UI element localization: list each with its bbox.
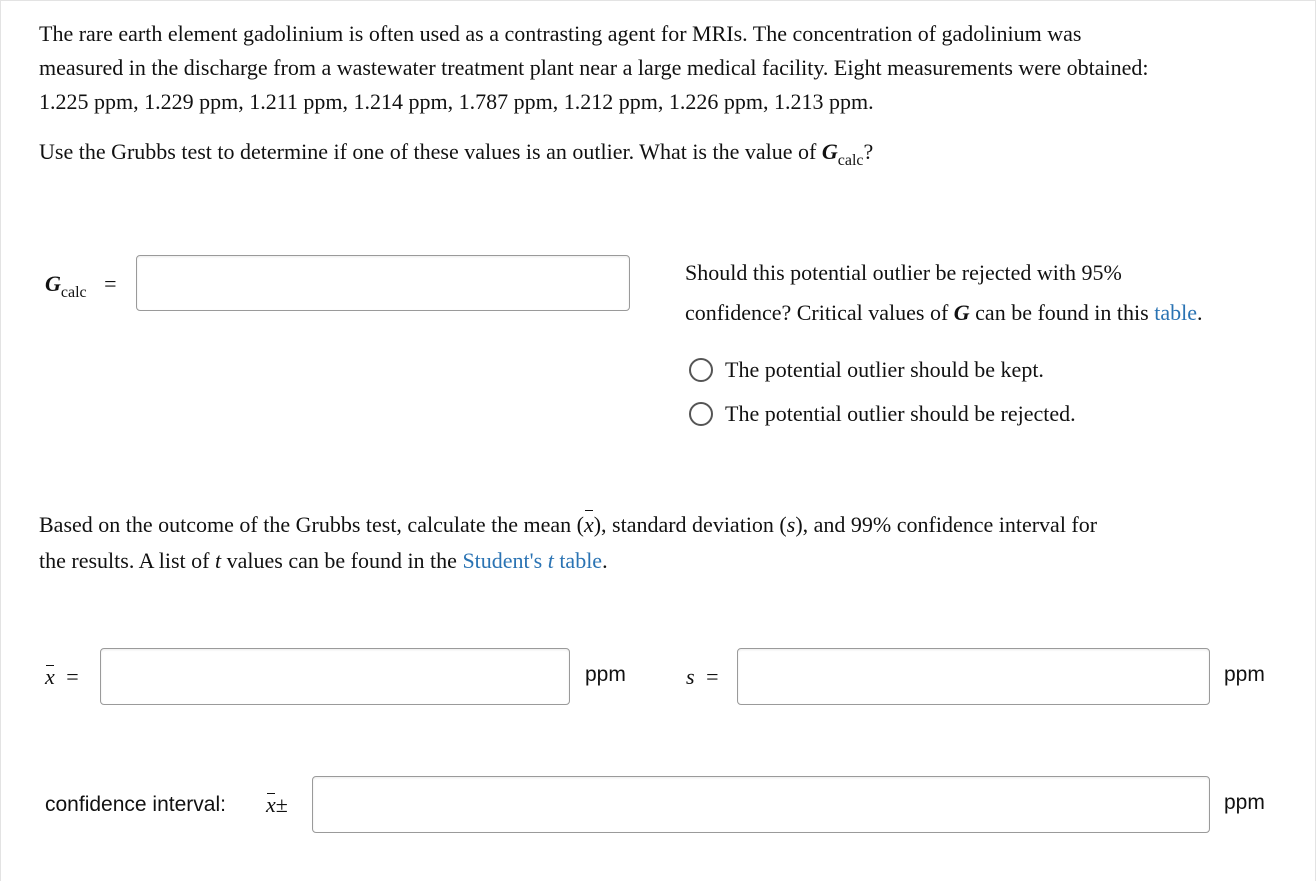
stdev-unit: ppm [1224,663,1265,686]
reject-question [685,253,1285,333]
ci-xbar-symbol: x [266,790,276,820]
option-reject[interactable] [689,399,1076,429]
gcalc-subscript: calc [60,284,87,301]
stats-question-line-1c: ), and 99% confidence interval for [795,512,1098,537]
stats-question [39,507,1289,579]
reject-question-period: . [1196,300,1203,325]
reject-question-line-2b: can be found in this [969,300,1155,325]
xbar-symbol: x [584,507,594,543]
g-subscript: calc [837,152,864,169]
gcalc-equals: = [104,271,117,296]
student-t-link-text-b[interactable]: table [553,548,603,573]
ci-unit: ppm [1224,791,1265,814]
student-t-link-t[interactable]: t [547,548,554,573]
mean-xbar-symbol: x [45,662,55,692]
mean-equals: = [66,664,79,689]
stats-question-line-1b: ), standard deviation ( [593,512,787,537]
g-variable-inline: G [953,300,970,325]
intro-line-2: measured in the discharge from a wastewater treatment plant near a large medical facility. Eight measurements were obtained: [39,55,1149,80]
grubbs-question-text: Use the Grubbs test to determine if one of these values is an outlier. What is the value of [39,139,822,164]
option-keep[interactable] [689,355,1044,385]
problem-intro [39,17,1289,119]
gcalc-var [45,271,87,301]
gcalc-symbol: G [45,271,61,296]
grubbs-question-mark: ? [863,139,874,164]
mean-unit: ppm [585,663,626,686]
reject-question-line-2: confidence? Critical values of [685,300,954,325]
stdev-equals: = [706,664,719,689]
ci-label: confidence interval: [45,793,226,816]
g-symbol: G [821,139,838,164]
radio-reject[interactable] [689,402,713,426]
stats-question-period: . [602,548,608,573]
option-reject-label[interactable]: The potential outlier should be rejected. [725,401,1076,426]
grubbs-question [39,135,1289,172]
ci-input[interactable] [312,776,1210,833]
critical-values-table-link[interactable]: table [1154,300,1197,325]
gcalc-input[interactable] [136,255,630,311]
student-t-table-link[interactable] [462,548,602,573]
stats-question-line-1a: Based on the outcome of the Grubbs test, calculate the mean ( [39,512,584,537]
stdev-s-symbol: s [686,664,695,689]
mean-label [45,662,79,692]
intro-line-3: 1.225 ppm, 1.229 ppm, 1.211 ppm, 1.214 ppm, 1.787 ppm, 1.212 ppm, 1.226 ppm, 1.213 ppm. [39,89,874,114]
t-symbol: t [215,548,222,573]
option-keep-label[interactable]: The potential outlier should be kept. [725,357,1044,382]
s-symbol: s [786,512,796,537]
g-variable [821,139,864,169]
plus-minus-symbol: ± [275,792,288,817]
intro-line-1: The rare earth element gadolinium is often used as a contrasting agent for MRIs. The concentration of gadolinium was [39,21,1082,46]
radio-keep[interactable] [689,358,713,382]
student-t-link-text-a[interactable]: Student's [462,548,548,573]
mean-input[interactable] [100,648,570,705]
stats-question-line-2b: values can be found in the [221,548,463,573]
reject-question-line-1: Should this potential outlier be rejected with 95% [685,260,1122,285]
gcalc-label [45,269,117,302]
stdev-label [686,662,718,692]
stats-question-line-2a: the results. A list of [39,548,215,573]
stdev-input[interactable] [737,648,1210,705]
ci-prefix [266,790,288,820]
